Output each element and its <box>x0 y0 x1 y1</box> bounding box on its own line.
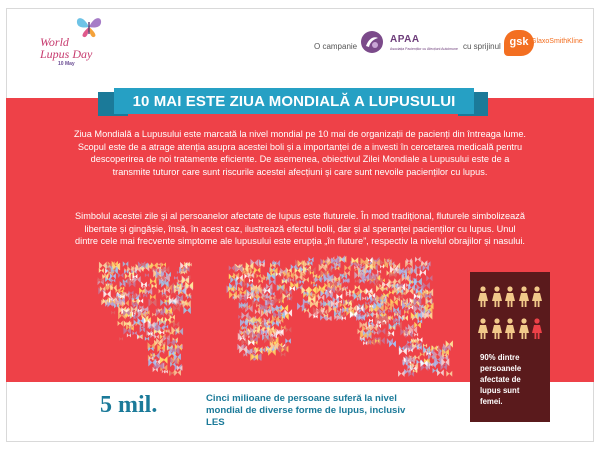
woman-figure-icon <box>505 318 515 340</box>
map-butterfly <box>303 277 308 282</box>
map-butterfly <box>120 286 124 290</box>
map-butterfly <box>173 321 179 327</box>
map-butterfly <box>151 262 157 268</box>
map-butterfly <box>344 265 350 271</box>
five-million-number: 5 mil. <box>100 392 158 418</box>
map-butterfly <box>389 290 394 295</box>
map-butterfly <box>437 369 444 376</box>
map-butterfly <box>415 257 421 263</box>
map-butterfly <box>185 281 193 289</box>
map-butterfly <box>141 282 147 288</box>
map-butterfly <box>229 265 234 270</box>
map-butterfly <box>240 319 248 327</box>
map-butterfly <box>160 330 164 334</box>
map-butterfly <box>124 270 128 274</box>
map-butterfly <box>183 300 191 308</box>
support-label: cu sprijinul <box>463 42 501 51</box>
apaa-name: APAA <box>390 34 420 45</box>
map-butterfly <box>120 281 126 287</box>
map-butterfly <box>111 311 115 315</box>
map-butterfly <box>119 337 123 341</box>
map-butterfly <box>178 279 183 284</box>
map-butterfly <box>341 274 347 280</box>
intro-paragraph: Ziua Mondială a Lupusului este marcată la nivel mondial pe 10 mai de organizații de pacienți din întreaga lume. Scopul este de a atrage atenția asupra acestei boli și a importanței de a investi în cercetarea medicală pentru descoperirea de noi tratamente eficiente. De asemenea, obiectivul Zilei Mondiale a Lupusului este de a transmite tuturor care sunt riscurile acestei afecțiuni și care sunt nevoile pacienților cu lupus. <box>74 129 526 177</box>
map-butterfly <box>287 272 294 279</box>
five-million-description: Cinci milioane de persoane suferă la nivel mondial de diverse forme de lupus, inclusiv LES <box>206 393 406 428</box>
stats-box <box>470 272 550 422</box>
map-butterfly <box>309 286 316 293</box>
map-butterfly <box>148 359 156 367</box>
map-butterfly <box>414 333 418 337</box>
map-butterfly <box>150 294 156 300</box>
map-butterfly <box>313 283 317 287</box>
map-butterfly <box>174 369 181 376</box>
map-butterfly <box>362 297 366 301</box>
woman-figure-icon <box>532 286 542 308</box>
woman-figure-icon <box>478 286 488 308</box>
map-butterfly <box>164 325 168 329</box>
map-butterfly <box>311 281 315 285</box>
map-butterfly <box>446 371 452 377</box>
woman-figure-icon <box>532 318 542 340</box>
gsk-logo: gsk <box>504 30 534 56</box>
map-butterfly <box>406 258 412 264</box>
map-butterfly <box>161 262 166 267</box>
woman-figure-icon <box>492 286 502 308</box>
logo-title: World Lupus Day <box>40 35 93 61</box>
page-title: 10 MAI ESTE ZIUA MONDIALĂ A LUPUSULUI <box>132 92 456 110</box>
women-figures <box>478 286 542 350</box>
apaa-subtitle: Asociația Pacienților cu Afecțiuni Autoimune <box>390 47 458 51</box>
map-butterfly <box>407 340 411 344</box>
map-butterfly <box>183 307 190 314</box>
map-butterfly <box>145 273 149 277</box>
butterfly-world-map <box>80 254 468 382</box>
map-butterfly <box>160 299 167 306</box>
map-butterfly <box>128 290 133 295</box>
map-butterfly <box>242 312 249 319</box>
woman-figure-icon <box>505 286 515 308</box>
map-butterfly <box>326 316 331 321</box>
map-butterfly <box>259 279 263 283</box>
map-butterfly <box>118 321 123 326</box>
woman-figure-icon <box>492 318 502 340</box>
map-butterfly <box>111 278 115 282</box>
map-butterfly <box>118 273 123 278</box>
symbol-paragraph: Simbolul acestei zile și al persoanelor afectate de lupus este fluturele. În mod tradițional, fluturele simbolizează libertate și gingășie, însă, în acest caz, ilustrează efectul bolii, dar și al speranței pacienților cu lupus. Unul dintre cele mai frecvente simptome ale lupusului este erupția „în fluture”, respectiv la nivelul obrajilor și nasului. <box>75 211 525 247</box>
map-butterfly <box>160 356 168 364</box>
map-butterfly <box>174 276 178 280</box>
map-butterfly <box>398 370 405 377</box>
map-butterfly <box>157 263 161 267</box>
map-butterfly <box>150 278 156 284</box>
campaign-label: O campanie <box>314 42 358 51</box>
map-butterfly <box>123 261 129 267</box>
map-butterfly <box>274 296 282 304</box>
map-butterfly <box>99 262 107 270</box>
map-butterfly <box>254 267 260 273</box>
apaa-logo-icon <box>360 30 384 54</box>
map-butterfly <box>420 352 425 357</box>
map-butterfly <box>374 331 378 335</box>
map-butterfly <box>247 282 253 288</box>
map-butterfly <box>417 284 424 291</box>
map-butterfly <box>154 335 158 339</box>
map-butterfly <box>308 257 313 262</box>
map-butterfly <box>355 279 359 283</box>
gsk-name: GlaxoSmithKline <box>531 38 583 45</box>
map-butterfly <box>257 274 261 278</box>
title-ribbon <box>114 88 474 114</box>
stats-text: 90% dintre persoanele afectate de lupus sunt femei. <box>480 353 522 406</box>
map-butterfly <box>249 278 253 282</box>
map-butterfly <box>138 298 143 303</box>
woman-figure-icon <box>478 318 488 340</box>
woman-figure-icon <box>519 286 529 308</box>
map-butterfly <box>285 338 291 344</box>
map-butterfly <box>281 352 286 357</box>
map-butterfly <box>423 282 430 289</box>
map-butterfly <box>145 337 149 341</box>
map-butterfly <box>290 278 294 282</box>
map-butterfly <box>344 271 350 277</box>
map-butterfly <box>162 370 166 374</box>
map-butterfly <box>355 285 360 290</box>
map-butterfly <box>152 313 156 317</box>
map-butterfly <box>171 326 179 334</box>
woman-figure-icon <box>519 318 529 340</box>
map-butterfly <box>286 327 292 333</box>
map-butterfly <box>408 371 414 377</box>
map-butterfly <box>336 294 342 300</box>
map-butterfly <box>158 325 165 332</box>
world-lupus-day-logo <box>36 14 116 78</box>
map-butterfly <box>133 331 137 335</box>
map-butterfly <box>378 328 385 335</box>
logo-date: 10 May <box>58 61 75 67</box>
map-butterfly <box>272 338 276 342</box>
map-butterfly <box>426 275 432 281</box>
map-butterfly <box>151 283 156 288</box>
map-butterfly <box>377 270 381 274</box>
